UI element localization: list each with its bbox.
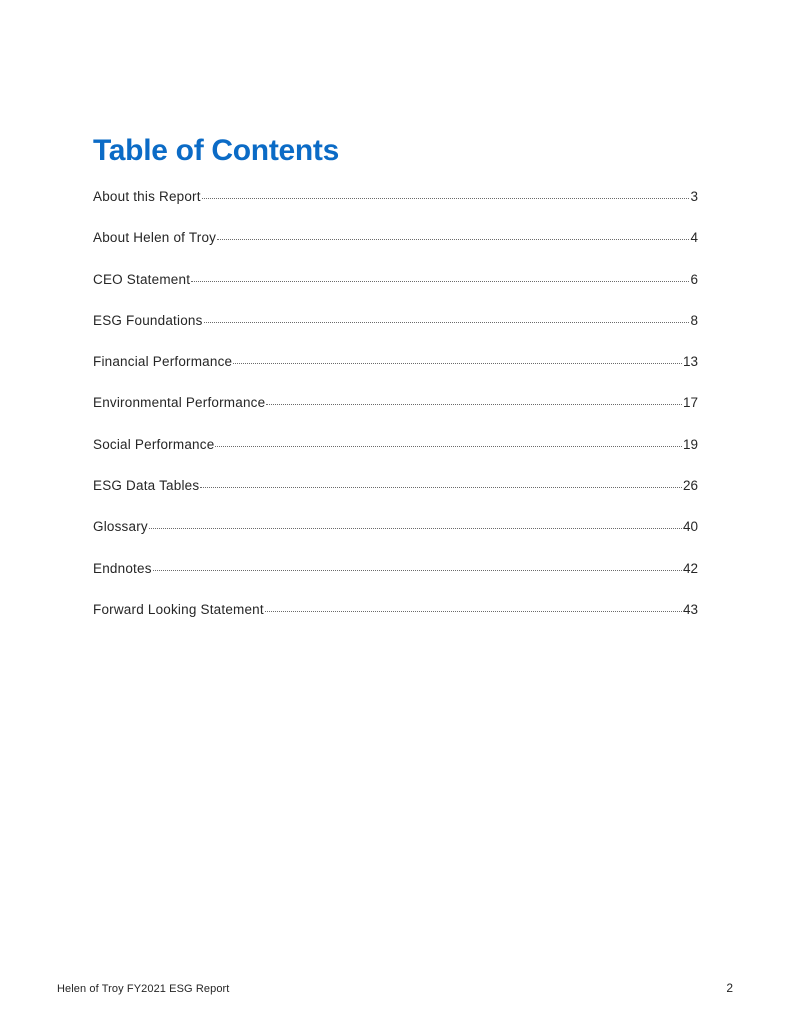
toc-entry-label: ESG Data Tables [93, 478, 200, 494]
toc-entry-label: Endnotes [93, 560, 152, 576]
toc-entry-financial-performance[interactable] [93, 351, 698, 392]
page-title: Table of Contents [93, 134, 340, 167]
toc-entry-forward-looking-statement[interactable] [93, 599, 698, 640]
toc-entry-label: Forward Looking Statement [93, 601, 264, 617]
toc-entry-about-this-report[interactable] [93, 186, 698, 227]
toc-entry-page: 3 [690, 189, 698, 204]
toc-entry-ceo-statement[interactable] [93, 269, 698, 310]
toc-entry-label: Glossary [93, 519, 148, 535]
toc-entry-page: 26 [682, 478, 698, 494]
toc-entry-page: 43 [682, 601, 698, 617]
toc-entry-label: Social Performance [93, 436, 215, 452]
toc-entry-page: 42 [682, 560, 698, 576]
toc-dot-leader [200, 486, 682, 488]
toc-entry-label: About Helen of Troy [93, 230, 217, 246]
toc-entry-page: 13 [682, 354, 698, 370]
page-number: 2 [726, 981, 733, 995]
toc-entry-about-helen-of-troy[interactable] [93, 227, 698, 268]
toc-dot-leader [215, 445, 682, 447]
toc-entry-endnotes[interactable] [93, 558, 698, 599]
toc-entry-page: 19 [682, 436, 698, 452]
toc-entry-esg-data-tables[interactable] [93, 475, 698, 516]
toc-entry-glossary[interactable] [93, 516, 698, 557]
toc-dot-leader [204, 321, 690, 323]
toc-dot-leader [233, 362, 682, 364]
toc-dot-leader [202, 197, 690, 199]
table-of-contents [93, 186, 698, 640]
toc-entry-environmental-performance[interactable] [93, 392, 698, 433]
toc-entry-esg-foundations[interactable] [93, 310, 698, 351]
toc-dot-leader [153, 569, 682, 571]
footer-report-title: Helen of Troy FY2021 ESG Report [57, 983, 230, 995]
toc-entry-label: ESG Foundations [93, 312, 203, 328]
toc-entry-page: 17 [682, 395, 698, 411]
toc-entry-label: About this Report [93, 189, 201, 204]
toc-dot-leader [266, 403, 682, 405]
toc-entry-page: 8 [690, 312, 698, 328]
toc-dot-leader [265, 610, 682, 612]
toc-entry-label: Environmental Performance [93, 395, 266, 411]
toc-dot-leader [217, 238, 689, 240]
toc-entry-page: 6 [690, 271, 698, 287]
toc-entry-label: CEO Statement [93, 271, 191, 287]
toc-entry-label: Financial Performance [93, 354, 233, 370]
toc-entry-social-performance[interactable] [93, 434, 698, 475]
toc-entry-page: 40 [682, 519, 698, 535]
toc-entry-page: 4 [690, 230, 698, 246]
toc-dot-leader [149, 527, 682, 529]
toc-dot-leader [191, 280, 689, 282]
